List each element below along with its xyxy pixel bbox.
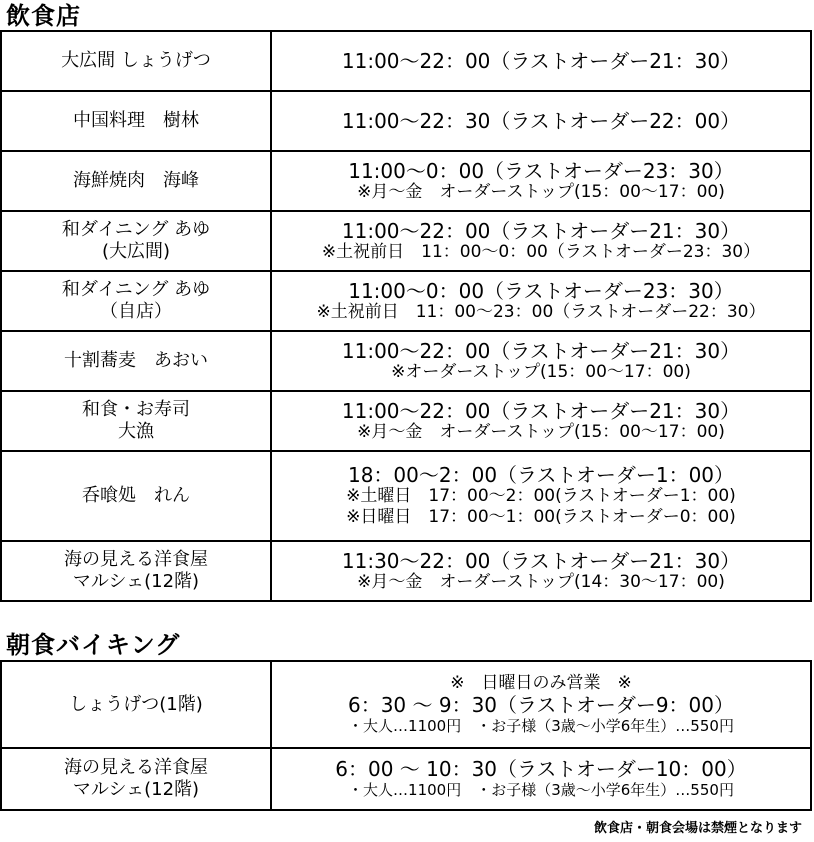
table-row [1, 661, 811, 748]
venue-name-line: マルシェ(12階) [72, 571, 200, 592]
table-row [1, 391, 811, 451]
opening-hours [271, 748, 811, 810]
venue-name-line: (大広間) [101, 241, 171, 262]
hours-line: 11:00〜22：00（ラストオーダー21：30） [341, 338, 741, 363]
venue-name-line: しょうげつ(1階) [69, 693, 203, 715]
table-row [1, 451, 811, 541]
hours-line: 11:00〜0：00（ラストオーダー23：30） [348, 278, 734, 303]
breakfast-table [0, 660, 812, 811]
venue-name-line: 大広間 しょうげつ [61, 50, 211, 71]
venue-name [1, 331, 271, 391]
hours-line: ※土曜日 17：00〜2：00(ラストオーダー1：00) [346, 486, 736, 506]
venue-name-line: 十割蕎麦 あおい [64, 350, 208, 371]
venue-name-line: （自店） [100, 301, 172, 322]
venue-name-line: 和食・お寿司 [82, 399, 190, 420]
hours-line: 11:00〜22：00（ラストオーダー21：30） [341, 218, 741, 243]
hours-line: ※月〜金 オーダーストップ(15：00〜17：00) [357, 181, 725, 202]
opening-hours [271, 31, 811, 91]
hours-line: ・大人…1100円 ・お子様（3歳〜小学6年生）…550円 [348, 780, 734, 799]
venue-name-line: 和ダイニング あゆ [61, 219, 211, 240]
hours-line: 6：30 〜 9：30（ラストオーダー9：00） [347, 692, 735, 717]
hours-line: 11:00〜22：00（ラストオーダー21：30） [341, 49, 741, 73]
table-row [1, 541, 811, 601]
opening-hours [271, 211, 811, 271]
table-row [1, 91, 811, 151]
venue-name [1, 661, 271, 748]
restaurants-table [0, 30, 812, 602]
venue-name [1, 451, 271, 541]
hours-line: ・大人…1100円 ・お子様（3歳〜小学6年生）…550円 [348, 716, 734, 735]
venue-name-line: マルシェ(12階) [72, 779, 200, 800]
venue-name [1, 31, 271, 91]
table-row [1, 31, 811, 91]
venue-name-line: 呑喰処 れん [82, 485, 190, 506]
hours-line: 11:00〜22：30（ラストオーダー22：00） [341, 109, 741, 133]
hours-line: ※土祝前日 11：00〜23：00（ラストオーダー22：30） [316, 301, 766, 322]
venue-name-line: 大漁 [118, 421, 154, 442]
opening-hours [271, 541, 811, 601]
hours-line: ※オーダーストップ(15：00〜17：00) [391, 361, 691, 382]
table-row [1, 748, 811, 810]
venue-name [1, 541, 271, 601]
no-smoking-note: 飲食店・朝食会場は禁煙となります [593, 821, 802, 836]
venue-name [1, 91, 271, 151]
opening-hours [271, 661, 811, 748]
hours-line: ※月〜金 オーダーストップ(14：30〜17：00) [357, 571, 725, 592]
hours-line: 11:00〜0：00（ラストオーダー23：30） [348, 158, 734, 183]
venue-name [1, 748, 271, 810]
venue-name-line: 和ダイニング あゆ [61, 279, 211, 300]
hours-line: ※月〜金 オーダーストップ(15：00〜17：00) [357, 421, 725, 442]
hours-line: ※ 日曜日のみ営業 ※ [450, 672, 632, 693]
table-row [1, 211, 811, 271]
opening-hours [271, 151, 811, 211]
venue-name-line: 海の見える洋食屋 [64, 757, 208, 778]
opening-hours [271, 271, 811, 331]
venue-name [1, 151, 271, 211]
table-row [1, 331, 811, 391]
hours-line: 11:00〜22：00（ラストオーダー21：30） [341, 398, 741, 423]
hours-line: 11:30〜22：00（ラストオーダー21：30） [341, 548, 741, 573]
restaurants-heading: 飲食店 [6, 2, 81, 30]
breakfast-heading: 朝食バイキング [6, 631, 181, 659]
venue-name [1, 271, 271, 331]
venue-name-line: 中国料理 樹林 [73, 110, 199, 131]
hours-line: 18：00〜2：00（ラストオーダー1：00） [347, 463, 735, 487]
table-row [1, 271, 811, 331]
venue-name [1, 391, 271, 451]
table-row [1, 151, 811, 211]
hours-line: ※日曜日 17：00〜1：00(ラストオーダー0：00) [346, 507, 736, 527]
venue-name-line: 海の見える洋食屋 [64, 549, 208, 570]
opening-hours [271, 91, 811, 151]
opening-hours [271, 451, 811, 541]
opening-hours [271, 391, 811, 451]
venue-name-line: 海鮮焼肉 海峰 [73, 170, 199, 191]
venue-name [1, 211, 271, 271]
opening-hours [271, 331, 811, 391]
hours-line: ※土祝前日 11：00〜0：00（ラストオーダー23：30） [321, 241, 761, 262]
hours-line: 6：00 〜 10：30（ラストオーダー10：00） [335, 756, 747, 781]
